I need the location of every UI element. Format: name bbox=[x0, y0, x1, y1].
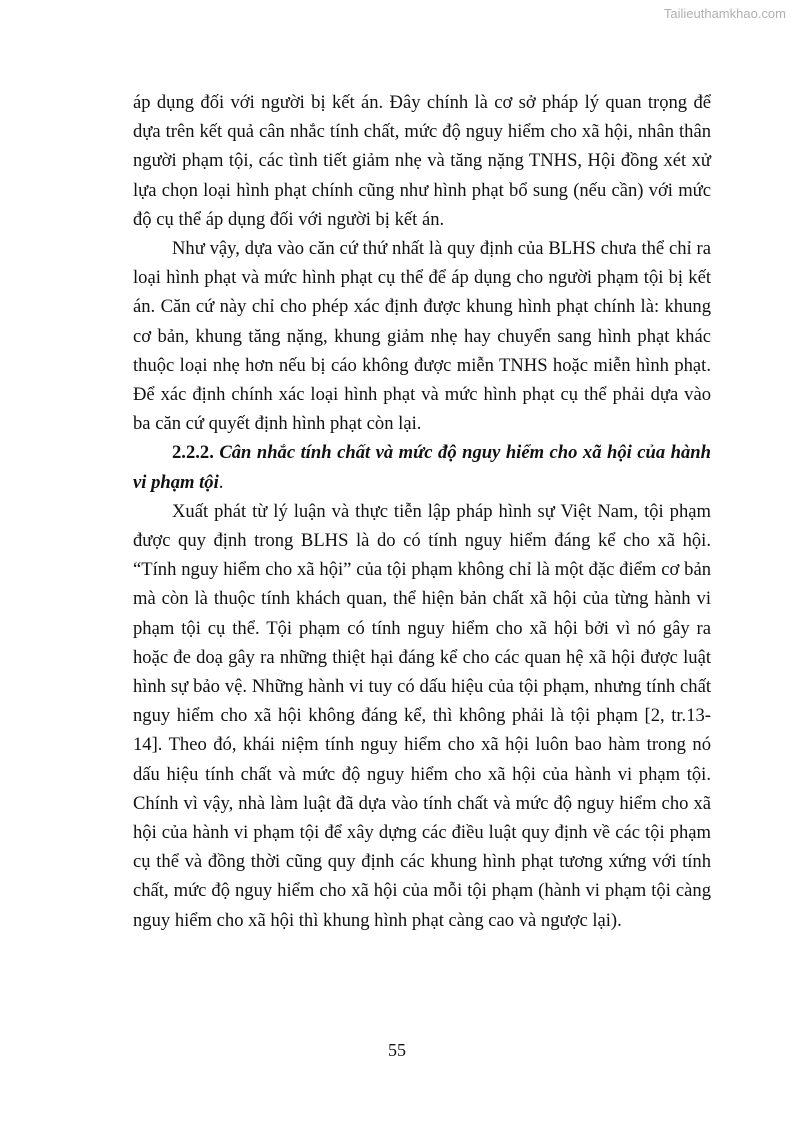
paragraph-2: Như vậy, dựa vào căn cứ thứ nhất là quy định của BLHS chưa thể chỉ ra loại hình phạt và mức hình phạt cụ thể để áp dụng cho người phạm tội bị kết án. Căn cứ này chỉ cho phép xác định được khung hình phạt chính là: khung cơ bản, khung tăng nặng, khung giảm nhẹ hay chuyển sang hình phạt khác thuộc loại nhẹ hơn nếu bị cáo không được miễn TNHS hoặc miễn hình phạt. Để xác định chính xác loại hình phạt và mức hình phạt cụ thể phải dựa vào ba căn cứ quyết định hình phạt còn lại. bbox=[133, 238, 711, 435]
paragraph-3: Xuất phát từ lý luận và thực tiễn lập pháp hình sự Việt Nam, tội phạm được quy định trong BLHS là do có tính nguy hiểm đáng kể cho xã hội. “Tính nguy hiểm cho xã hội” của tội phạm không chỉ là một đặc điểm cơ bản mà còn là thuộc tính khách quan, thể hiện bản chất xã hội của từng hành vi phạm tội cụ thể. Tội phạm có tính nguy hiểm cho xã hội bởi vì nó gây ra hoặc đe doạ gây ra những thiệt hại đáng kể cho các quan hệ xã hội được luật hình sự bảo vệ. Những hành vi tuy có dấu hiệu của tội phạm, nhưng tính chất nguy hiểm cho xã hội không đáng kể, thì không phải là tội phạm [2, tr.13-14]. Theo đó, khái niệm tính nguy hiểm cho xã hội luôn bao hàm trong nó dấu hiệu tính chất và mức độ nguy hiểm cho xã hội của hành vi phạm tội. Chính vì vậy, nhà làm luật đã dựa vào tính chất và mức độ nguy hiểm cho xã hội của hành vi phạm tội để xây dựng các điều luật quy định về các tội phạm cụ thể và đồng thời cũng quy định các khung hình phạt tương xứng với tính chất, mức độ nguy hiểm cho xã hội của mỗi tội phạm (hành vi phạm tội càng nguy hiểm cho xã hội thì khung hình phạt càng cao và ngược lại). bbox=[133, 500, 711, 931]
watermark: Tailieuthamkhao.com bbox=[663, 6, 786, 21]
document-body bbox=[133, 88, 711, 935]
section-number: 2.2.2. bbox=[172, 442, 214, 464]
section-title: Cân nhắc tính chất và mức độ nguy hiểm cho xã hội của hành vi phạm tội bbox=[133, 442, 711, 493]
section-heading-period: . bbox=[218, 471, 224, 493]
paragraph-1: áp dụng đối với người bị kết án. Đây chính là cơ sở pháp lý quan trọng để dựa trên kết quả cân nhắc tính chất, mức độ nguy hiểm cho xã hội, nhân thân người phạm tội, các tình tiết giảm nhẹ và tăng nặng TNHS, Hội đồng xét xử lựa chọn loại hình phạt chính cũng như hình phạt bổ sung (nếu cần) với mức độ cụ thể áp dụng đối với người bị kết án. bbox=[133, 92, 711, 230]
section-heading bbox=[133, 438, 711, 496]
page-number: 55 bbox=[388, 1040, 406, 1060]
